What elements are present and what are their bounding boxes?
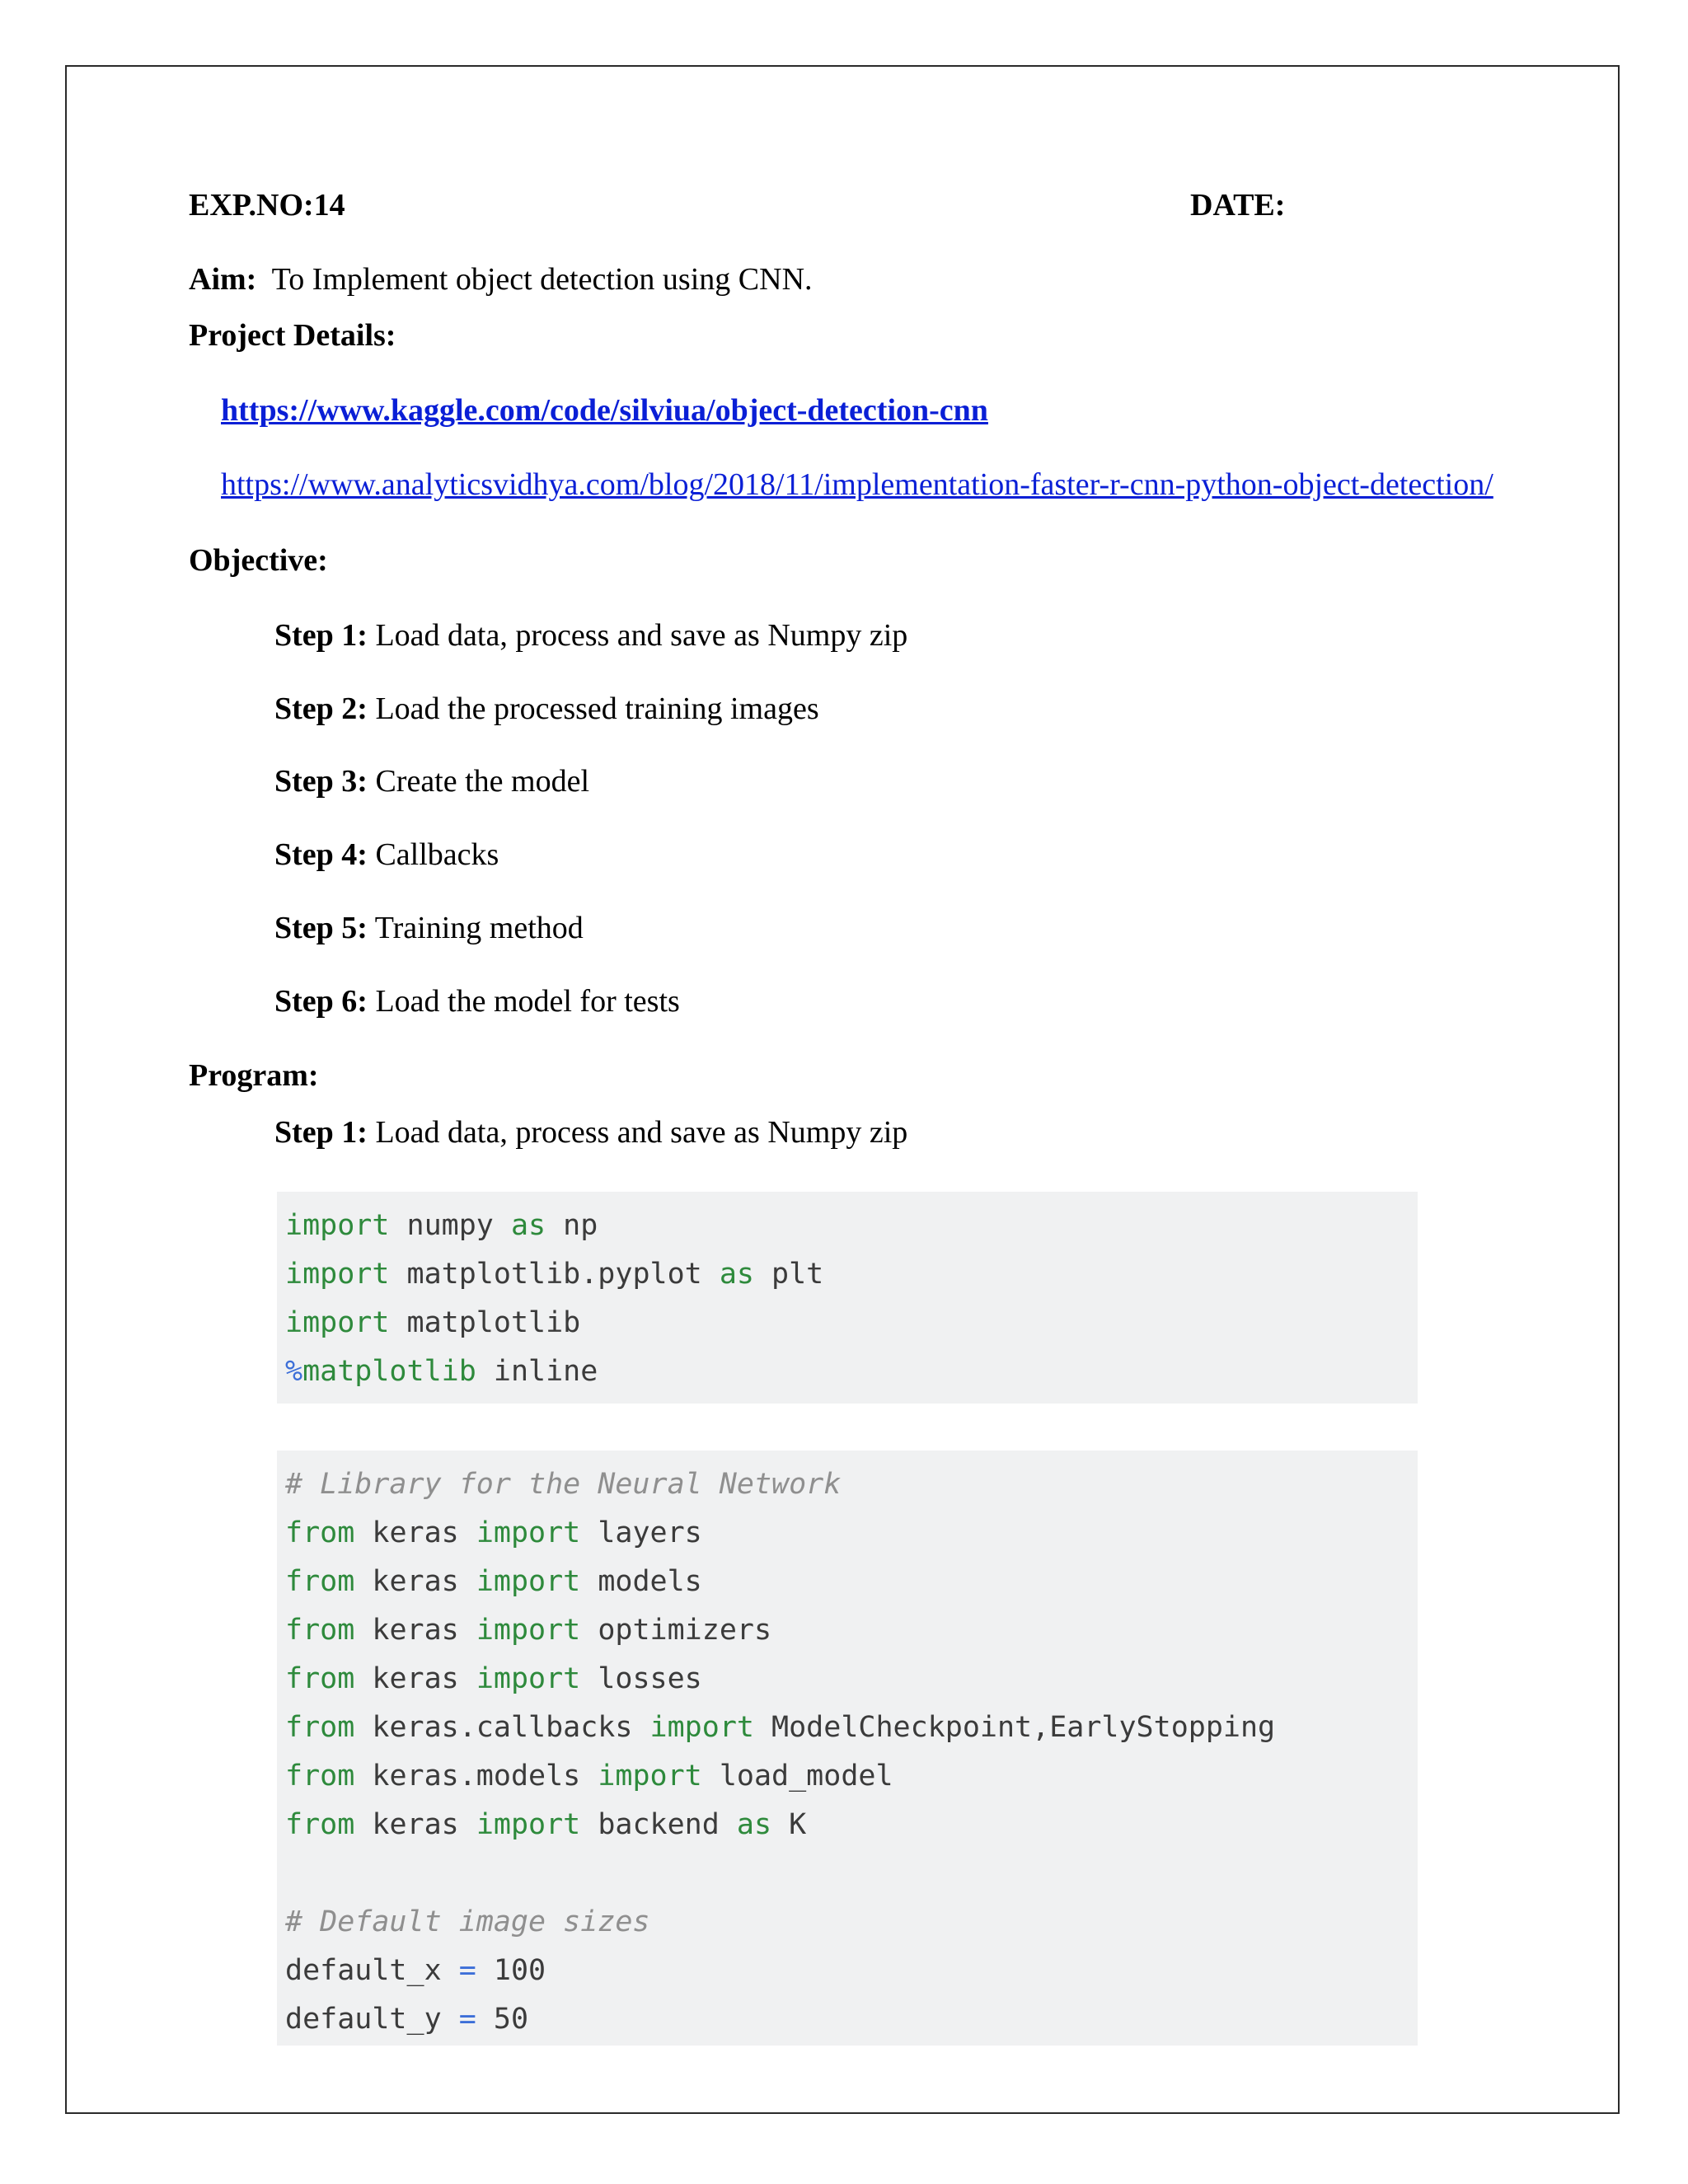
code-line bbox=[285, 1655, 1275, 1704]
code-line bbox=[285, 1250, 823, 1299]
experiment-number: EXP.NO:14 bbox=[189, 188, 345, 223]
code-token: 50 bbox=[476, 2003, 529, 2036]
code-token: = bbox=[458, 1954, 476, 1987]
code-line bbox=[285, 1704, 1275, 1752]
code-line bbox=[285, 1995, 1275, 2044]
code-token: matplotlib bbox=[302, 1355, 476, 1388]
code-block-imports bbox=[277, 1192, 1418, 1404]
code-token: keras bbox=[354, 1614, 476, 1647]
code-token: matplotlib.pyplot bbox=[389, 1258, 720, 1291]
code-token: keras bbox=[354, 1808, 476, 1841]
step-label: Step 6: bbox=[274, 984, 368, 1019]
code-token: import bbox=[476, 1565, 581, 1598]
code-token: import bbox=[598, 1760, 702, 1793]
code-token: matplotlib bbox=[389, 1306, 581, 1339]
step-label: Step 4: bbox=[274, 837, 368, 872]
code-line bbox=[285, 1509, 1275, 1558]
step-label: Step 5: bbox=[274, 911, 368, 945]
code-token: from bbox=[285, 1516, 355, 1549]
code-line bbox=[285, 1558, 1275, 1606]
code-token: keras.callbacks bbox=[354, 1711, 650, 1744]
step-label: Step 3: bbox=[274, 764, 368, 799]
code-token: backend bbox=[580, 1808, 737, 1841]
step-text: Load data, process and save as Numpy zip bbox=[375, 618, 908, 653]
project-details-heading: Project Details: bbox=[189, 318, 396, 353]
code-text bbox=[285, 1460, 1275, 2044]
step-text: Create the model bbox=[375, 764, 590, 799]
code-token: ModelCheckpoint,EarlyStopping bbox=[753, 1711, 1276, 1744]
code-token: K bbox=[771, 1808, 807, 1841]
code-token: import bbox=[476, 1662, 581, 1695]
code-token: 100 bbox=[476, 1954, 546, 1987]
objective-step bbox=[274, 908, 584, 948]
objective-step bbox=[274, 689, 819, 729]
step-text: Load the processed training images bbox=[375, 691, 819, 726]
code-token: keras.models bbox=[354, 1760, 598, 1793]
code-token: keras bbox=[354, 1516, 476, 1549]
code-token: import bbox=[649, 1711, 754, 1744]
code-token: keras bbox=[354, 1565, 476, 1598]
code-line bbox=[285, 1460, 1275, 1509]
code-token: as bbox=[510, 1209, 546, 1242]
objective-step bbox=[274, 982, 680, 1021]
code-token: import bbox=[285, 1306, 390, 1339]
code-token: import bbox=[476, 1808, 581, 1841]
code-line bbox=[285, 1947, 1275, 1995]
aim-row bbox=[189, 260, 813, 299]
analyticsvidhya-link[interactable]: https://www.analyticsvidhya.com/blog/2018/11/implementation-faster-r-cnn-python-object-detection/ bbox=[221, 467, 1493, 502]
kaggle-link[interactable]: https://www.kaggle.com/code/silviua/object-detection-cnn bbox=[221, 393, 988, 428]
code-token: from bbox=[285, 1760, 355, 1793]
step-label: Step 1: bbox=[274, 618, 368, 653]
code-token: import bbox=[285, 1209, 390, 1242]
aim-text: To Implement object detection using CNN. bbox=[271, 262, 813, 297]
code-token: # Library for the Neural Network bbox=[285, 1468, 842, 1501]
code-line bbox=[285, 1801, 1275, 1849]
step-text: Training method bbox=[374, 911, 584, 945]
code-line bbox=[285, 1849, 1275, 1898]
step-text: Load data, process and save as Numpy zip bbox=[375, 1115, 908, 1150]
code-line bbox=[285, 1606, 1275, 1655]
objective-step bbox=[274, 616, 907, 655]
code-line bbox=[285, 1347, 823, 1396]
code-token: from bbox=[285, 1614, 355, 1647]
objective-step bbox=[274, 762, 589, 801]
code-token: import bbox=[285, 1258, 390, 1291]
code-text bbox=[285, 1202, 823, 1396]
code-line bbox=[285, 1299, 823, 1347]
code-line bbox=[285, 1202, 823, 1250]
program-heading: Program: bbox=[189, 1058, 319, 1093]
code-token: from bbox=[285, 1565, 355, 1598]
step-label: Step 2: bbox=[274, 691, 368, 726]
program-step bbox=[274, 1113, 907, 1152]
code-token: numpy bbox=[389, 1209, 511, 1242]
code-token: load_model bbox=[701, 1760, 893, 1793]
code-token: # Default image sizes bbox=[285, 1905, 650, 1938]
code-token: from bbox=[285, 1711, 355, 1744]
code-token: import bbox=[476, 1516, 581, 1549]
code-token: default_x bbox=[285, 1954, 459, 1987]
code-line bbox=[285, 1752, 1275, 1801]
code-token: default_y bbox=[285, 2003, 459, 2036]
code-token: from bbox=[285, 1808, 355, 1841]
code-token: models bbox=[580, 1565, 702, 1598]
code-token: as bbox=[736, 1808, 772, 1841]
aim-label: Aim: bbox=[189, 262, 257, 297]
objective-step bbox=[274, 835, 499, 874]
date-label: DATE: bbox=[1190, 188, 1286, 223]
code-token: losses bbox=[580, 1662, 702, 1695]
code-token: as bbox=[719, 1258, 754, 1291]
code-token: import bbox=[476, 1614, 581, 1647]
code-token: inline bbox=[476, 1355, 598, 1388]
step-label: Step 1: bbox=[274, 1115, 368, 1150]
code-token: layers bbox=[580, 1516, 702, 1549]
code-token: from bbox=[285, 1662, 355, 1695]
step-text: Load the model for tests bbox=[375, 984, 680, 1019]
code-token: plt bbox=[753, 1258, 824, 1291]
code-line bbox=[285, 1898, 1275, 1947]
code-token: np bbox=[546, 1209, 598, 1242]
code-token: optimizers bbox=[580, 1614, 772, 1647]
objective-heading: Objective: bbox=[189, 543, 328, 578]
code-block-keras bbox=[277, 1451, 1418, 2046]
code-token: = bbox=[458, 2003, 476, 2036]
step-text: Callbacks bbox=[375, 837, 499, 872]
code-token: % bbox=[285, 1355, 303, 1388]
code-token: keras bbox=[354, 1662, 476, 1695]
